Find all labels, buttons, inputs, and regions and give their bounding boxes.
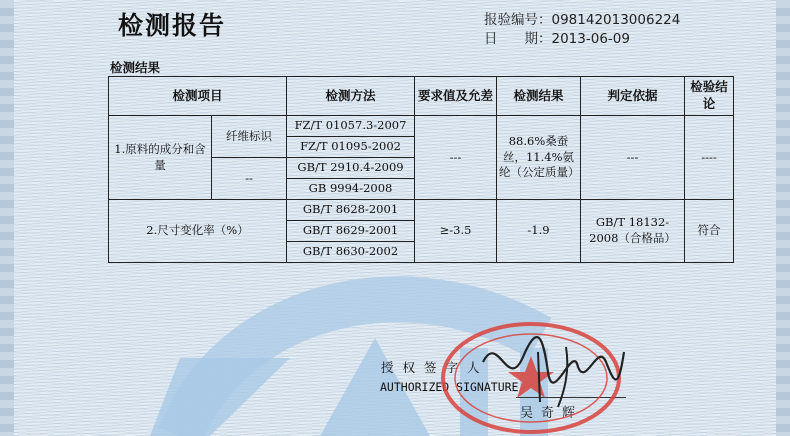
report-number-value: 098142013006224 — [551, 12, 681, 28]
report-title: 检测报告 — [118, 11, 227, 40]
header-item: 检测项目 — [109, 77, 287, 116]
row2-item: 2.尺寸变化率（%） — [109, 200, 287, 263]
header-requirement: 要求值及允差 — [415, 77, 497, 116]
row2-requirement: ≥-3.5 — [415, 200, 497, 263]
header-method: 检测方法 — [287, 77, 415, 116]
row1-method-4: GB 9994-2008 — [287, 179, 415, 200]
table-header-row — [109, 77, 734, 116]
header-basis: 判定依据 — [581, 77, 685, 116]
signature-cn-label: 授权签字人 — [381, 360, 489, 375]
row2-basis: GB/T 18132-2008（合格品） — [581, 200, 685, 263]
row1-requirement: --- — [415, 116, 497, 200]
row1-method-2: FZ/T 01095-2002 — [287, 137, 415, 158]
row2-method-1: GB/T 8628-2001 — [287, 200, 415, 221]
row2-method-3: GB/T 8630-2002 — [287, 242, 415, 263]
table-row — [109, 200, 734, 221]
header-conclusion: 检验结论 — [685, 77, 734, 116]
report-date — [484, 27, 630, 47]
row1-item: 1.原料的成分和含量 — [109, 116, 212, 200]
results-table — [108, 76, 734, 263]
row1-method-3: GB/T 2910.4-2009 — [287, 158, 415, 179]
row1-sub1: 纤维标识 — [212, 116, 287, 158]
signature-en-label: AUTHORIZED SIGNATURE — [380, 380, 519, 394]
table-row — [109, 116, 734, 137]
row2-conclusion: 符合 — [685, 200, 734, 263]
row1-conclusion: ---- — [685, 116, 734, 200]
handwritten-signature-icon — [478, 322, 628, 412]
section-label: 检测结果 — [110, 60, 161, 75]
report-date-value: 2013-06-09 — [551, 31, 630, 47]
report-number-label: 报验编号： — [484, 12, 552, 28]
row1-result: 88.6%桑蚕丝，11.4%氨纶（公定质量） — [497, 116, 581, 200]
report-date-label: 日 期： — [484, 31, 552, 47]
header-result: 检测结果 — [497, 77, 581, 116]
row1-basis: --- — [581, 116, 685, 200]
row2-result: -1.9 — [497, 200, 581, 263]
row1-method-1: FZ/T 01057.3-2007 — [287, 116, 415, 137]
row1-sub2: -- — [212, 158, 287, 200]
report-number — [484, 8, 680, 28]
left-border-strip — [0, 0, 14, 436]
row2-method-2: GB/T 8629-2001 — [287, 221, 415, 242]
signatory-name: 吴奇辉 — [520, 406, 584, 421]
right-border-strip — [776, 0, 790, 436]
